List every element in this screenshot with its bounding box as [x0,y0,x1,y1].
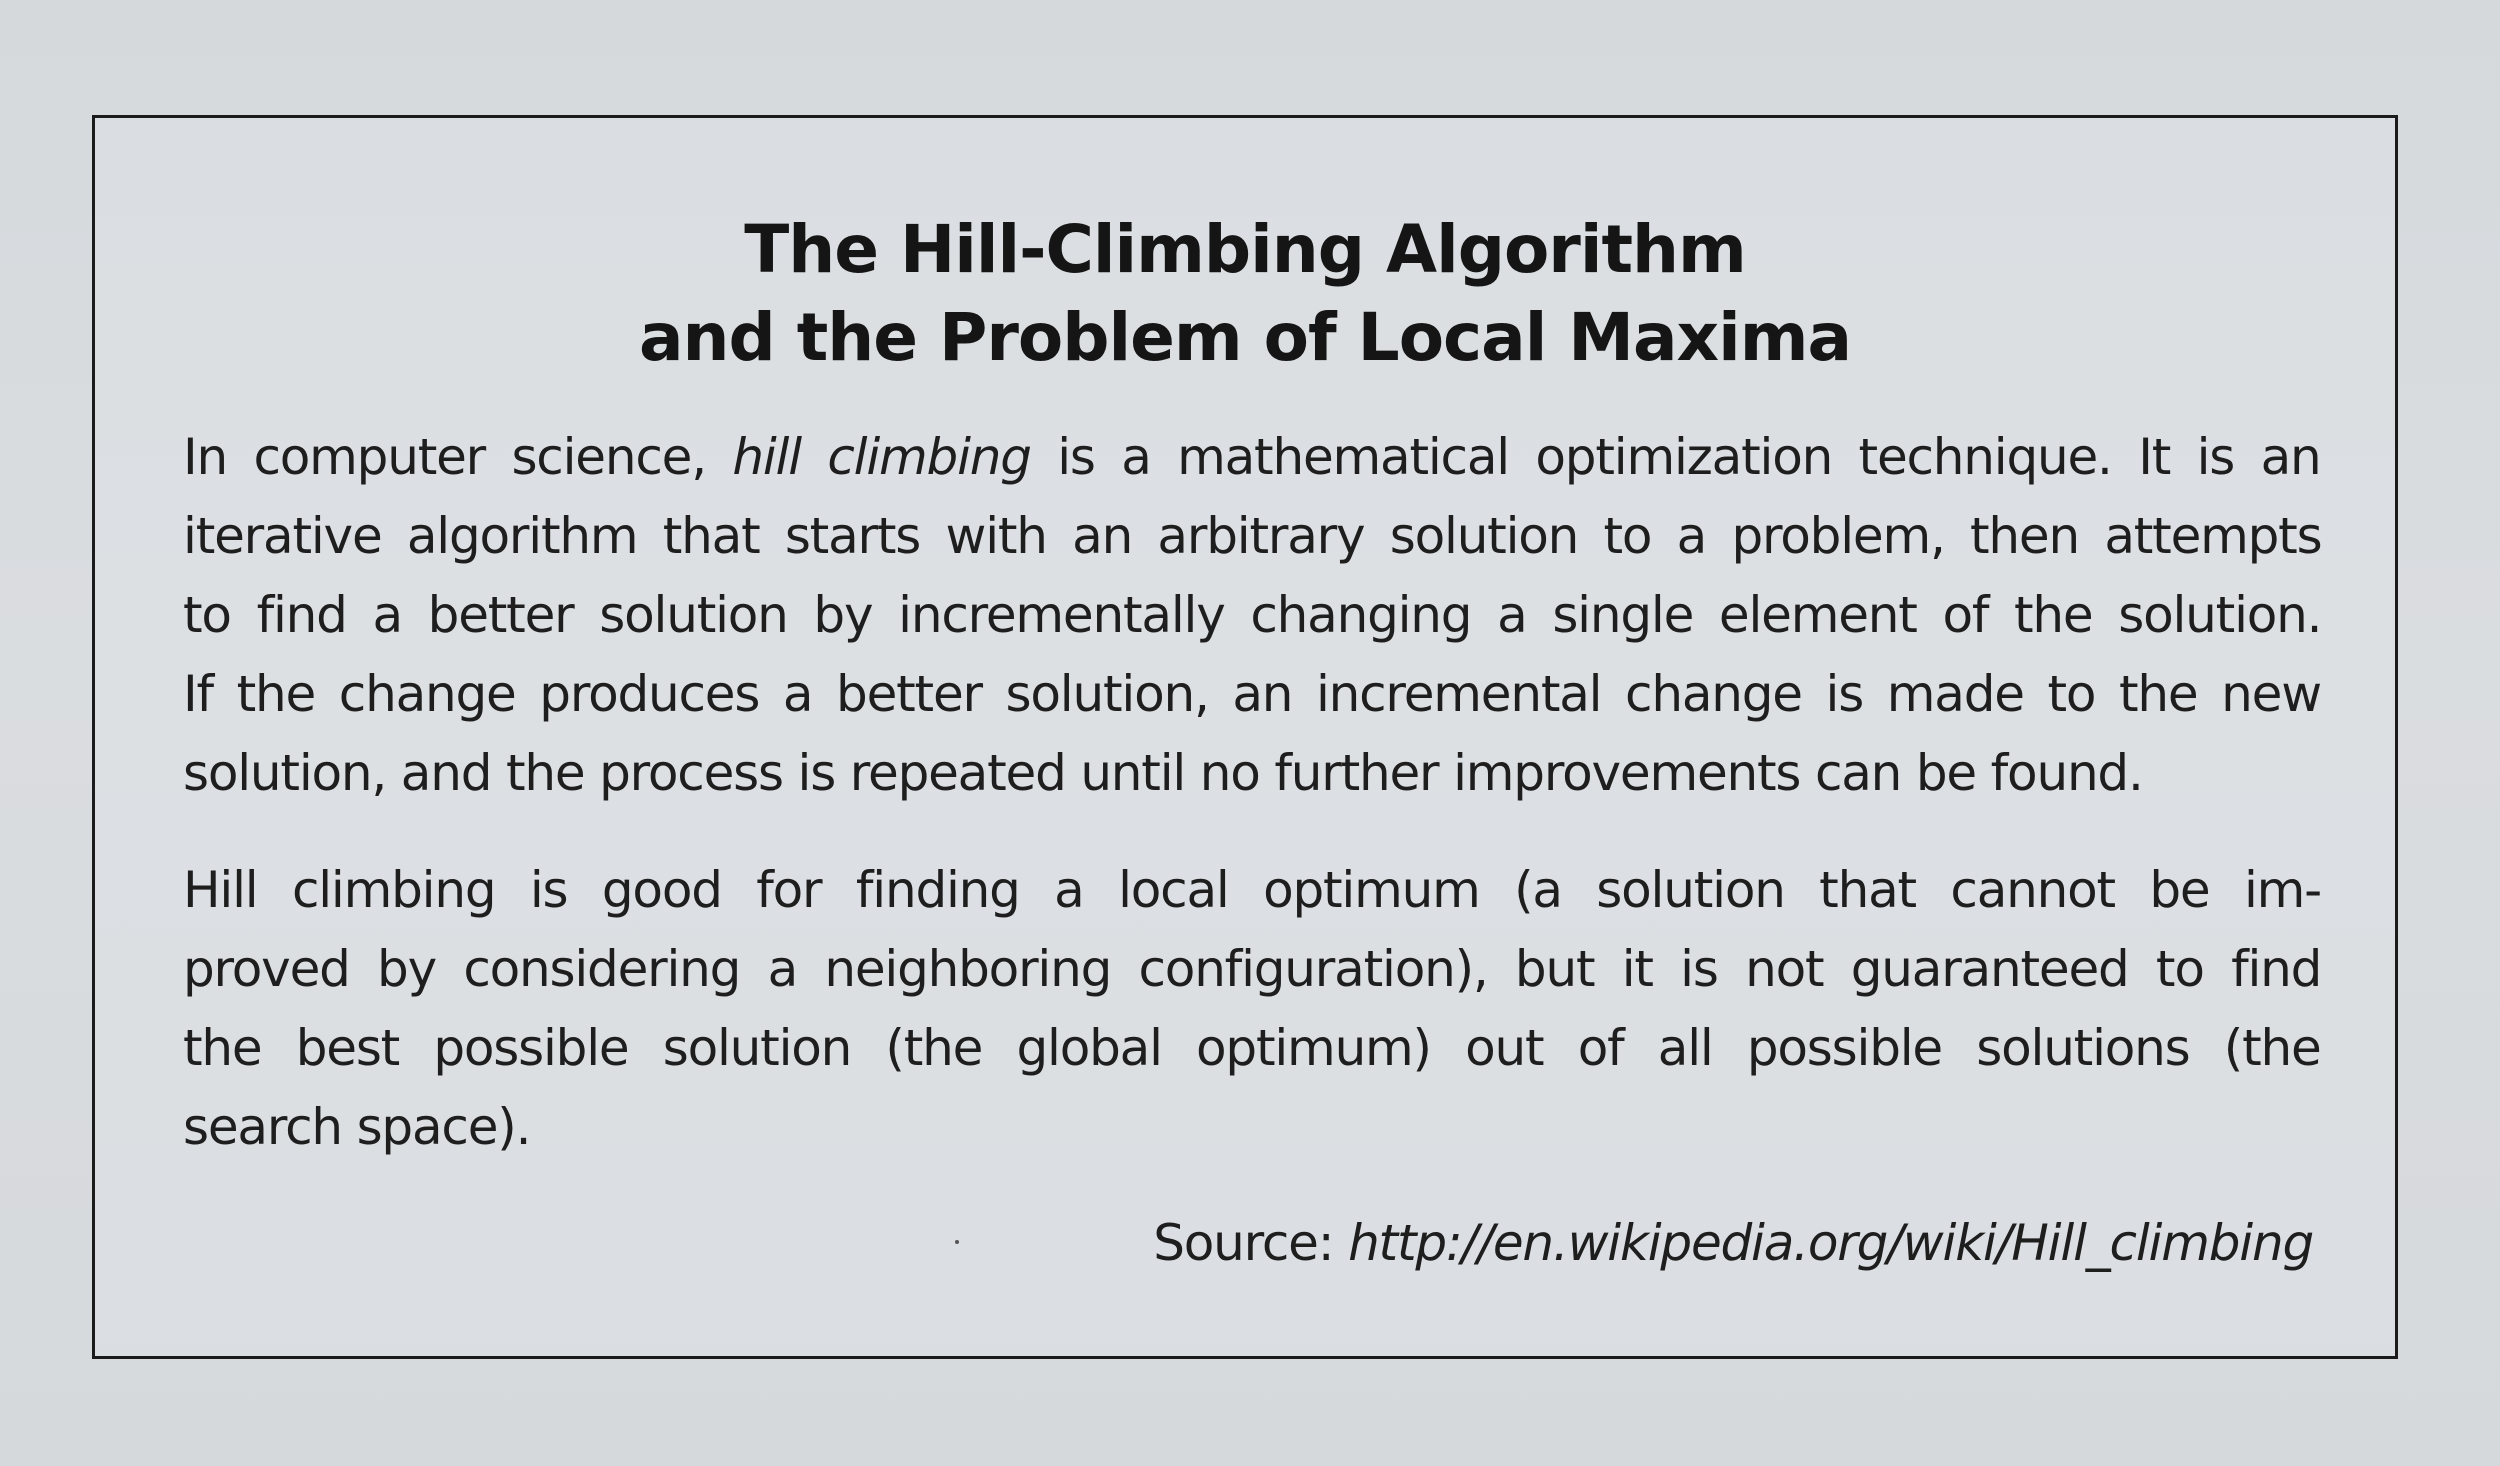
paragraph-2 [183,851,2321,1167]
paragraph-1-line-5: solution, and the process is repeated until no further improvements can be found. [183,744,2143,802]
source-url: http://en.wikipedia.org/wiki/Hill_climbing [1348,1214,2313,1272]
source-label: Source: [1153,1214,1349,1272]
paragraph-1-line-1 [183,418,2321,497]
paper-speck [955,1240,959,1244]
paragraph-1-line-2: iterative algorithm that starts with an arbitrary solution to a problem, then attempts [183,507,2322,565]
line-1-prefix: In computer science, [183,428,733,486]
source-citation [1153,1208,2313,1278]
hill-climbing-term: hill climbing [732,428,1031,486]
paragraph-2-line-4: search space). [183,1098,531,1156]
paragraph-1 [183,418,2321,813]
sidebar-title [95,206,2395,382]
paragraph-1-line-4: If the change produces a better solution, an incremental change is made to the new [183,665,2321,723]
line-1-suffix: is a mathematical optimization technique. It is an [1030,428,2321,486]
sidebar-box [92,115,2398,1359]
paragraph-2-line-1: Hill climbing is good for finding a local optimum (a solution that cannot be im- [183,861,2322,919]
title-line-2: and the Problem of Local Maxima [638,299,1852,376]
paragraph-2-line-2: proved by considering a neighboring configuration), but it is not guaranteed to find [183,940,2322,998]
title-line-1: The Hill-Climbing Algorithm [744,211,1746,288]
paragraph-2-line-3: the best possible solution (the global optimum) out of all possible solutions (the [183,1019,2321,1077]
paragraph-1-line-3: to find a better solution by incrementally changing a single element of the solution. [183,586,2322,644]
